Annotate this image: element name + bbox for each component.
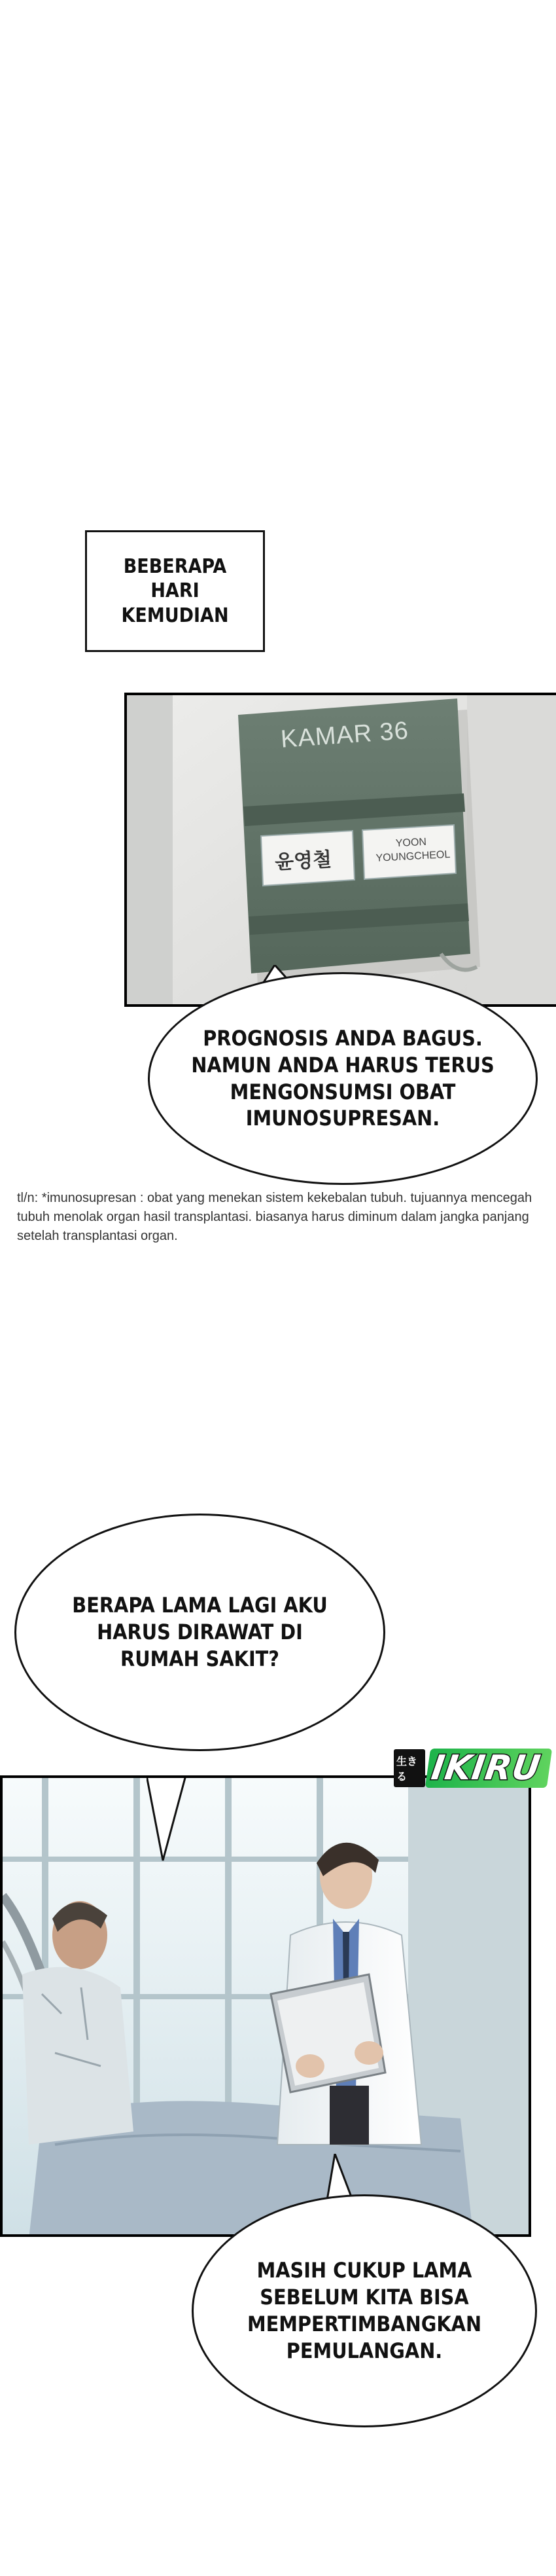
speech-text-1: PROGNOSIS ANDA BAGUS. NAMUN ANDA HARUS TERUS MENGONSUMSI OBAT IMUNOSUPRESAN. xyxy=(191,1025,495,1131)
caption-text: BEBERAPA HARI KEMUDIAN xyxy=(121,554,229,627)
hospital-room-illustration xyxy=(3,1778,531,2237)
sign-title: KAMAR 36 xyxy=(279,717,410,753)
panel-hospital-room xyxy=(0,1775,531,2237)
speech-bubble-2 xyxy=(14,1514,385,1751)
nameplate-korean: 윤영철 xyxy=(274,848,332,875)
bubble-tail-2 xyxy=(147,1775,205,1867)
speech-text-2: BERAPA LAMA LAGI AKU HARUS DIRAWAT DI RUMAH SAKIT? xyxy=(72,1593,328,1671)
speech-text-3: MASIH CUKUP LAMA SEBELUM KITA BISA MEMPERTIMBANGKAN PEMULANGAN. xyxy=(247,2258,482,2363)
logo-japanese-text: 生きる xyxy=(394,1749,425,1787)
translator-note: tl/n: *imunosupresan : obat yang menekan sistem kekebalan tubuh. tujuannya mencegah tubuh menolak organ hasil transplantasi. biasanya harus diminum dalam jangka panjang setelah transplantasi organ. xyxy=(17,1191,532,1243)
speech-bubble-3 xyxy=(192,2194,537,2427)
caption-box xyxy=(85,530,265,652)
speech-bubble-1 xyxy=(148,972,538,1185)
panel-room-sign xyxy=(124,693,556,1007)
nameplate-latin: YOON YOUNGCHEOL xyxy=(375,836,451,864)
ikiru-logo xyxy=(394,1743,549,1794)
logo-wordmark: IKIRU xyxy=(425,1749,553,1788)
